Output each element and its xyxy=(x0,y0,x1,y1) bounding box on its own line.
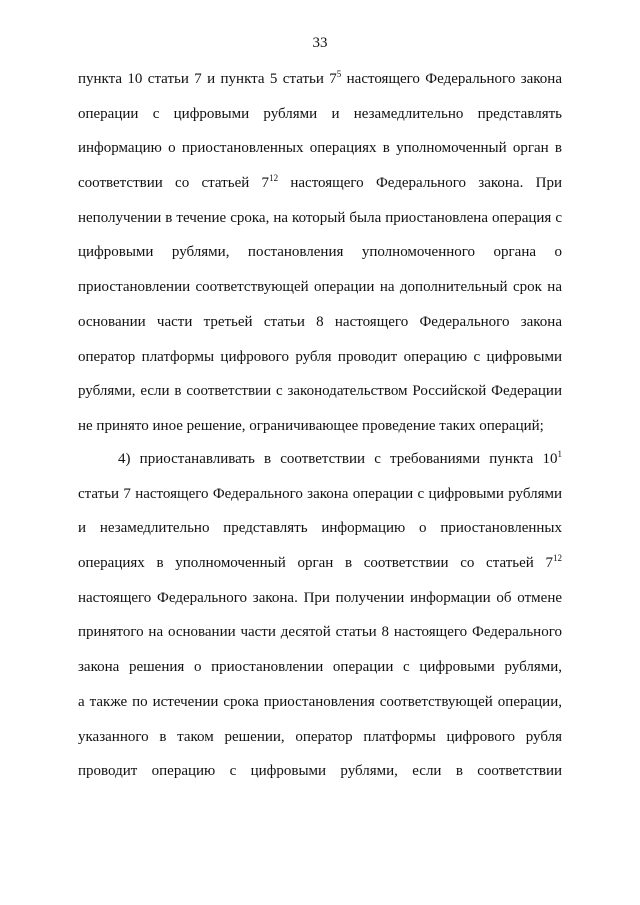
text-line: закона решения о приостановлении операции с цифровыми рублями, xyxy=(78,659,562,676)
superscript: 1 xyxy=(557,449,562,459)
text-line: не принято иное решение, ограничивающее проведение таких операций; xyxy=(78,417,544,434)
text-line: цифровыми рублями, постановления уполномоченного органа о xyxy=(78,244,562,261)
text-line: соответствии со статьей $7^{12}$ настоящего Федерального закона. При xyxy=(78,173,562,192)
text-line: пункта 10 статьи 7 и пункта 5 статьи $7^5$ настоящего Федерального закона xyxy=(78,69,562,87)
text-line: информацию о приостановленных операциях в уполномоченный орган в xyxy=(78,140,562,157)
text-line: статьи 7 настоящего Федерального закона операции с цифровыми рублями xyxy=(78,485,562,502)
text-line: указанного в таком решении, оператор платформы цифрового рубля xyxy=(78,728,562,745)
text-line: операциях в уполномоченный орган в соответствии со статьей $7^{12}$ xyxy=(78,553,562,572)
superscript: 12 xyxy=(553,553,562,564)
text-line: рублями, если в соответствии с законодательством Российской Федерации xyxy=(78,383,562,400)
text-line: проводит операцию с цифровыми рублями, если в соответствии xyxy=(78,763,562,780)
text-line: и незамедлительно представлять информацию о приостановленных xyxy=(78,520,562,537)
text-line: а также по истечении срока приостановления соответствующей операции, xyxy=(78,693,562,710)
text-line: основании части третьей статьи 8 настоящего Федерального закона xyxy=(78,313,562,330)
page-number: 33 xyxy=(312,35,328,51)
text-line: оператор платформы цифрового рубля проводит операцию с цифровыми xyxy=(78,348,562,365)
paragraph-continuation xyxy=(78,62,562,444)
paragraph-item-4 xyxy=(78,442,562,789)
text-line: приостановлении соответствующей операции на дополнительный срок на xyxy=(78,279,562,296)
text-line: операции с цифровыми рублями и незамедлительно представлять xyxy=(78,105,562,122)
superscript: 12 xyxy=(269,173,279,184)
text-line: принятого на основании части десятой статьи 8 настоящего Федерального xyxy=(78,624,562,641)
text-line: неполучении в течение срока, на который была приостановлена операция с xyxy=(78,209,562,226)
superscript: 5 xyxy=(336,69,342,79)
text-line: 4) приостанавливать в соответствии с требованиями пункта $10^1$ xyxy=(118,449,562,467)
text-line: настоящего Федерального закона. При получении информации об отмене xyxy=(78,589,562,606)
